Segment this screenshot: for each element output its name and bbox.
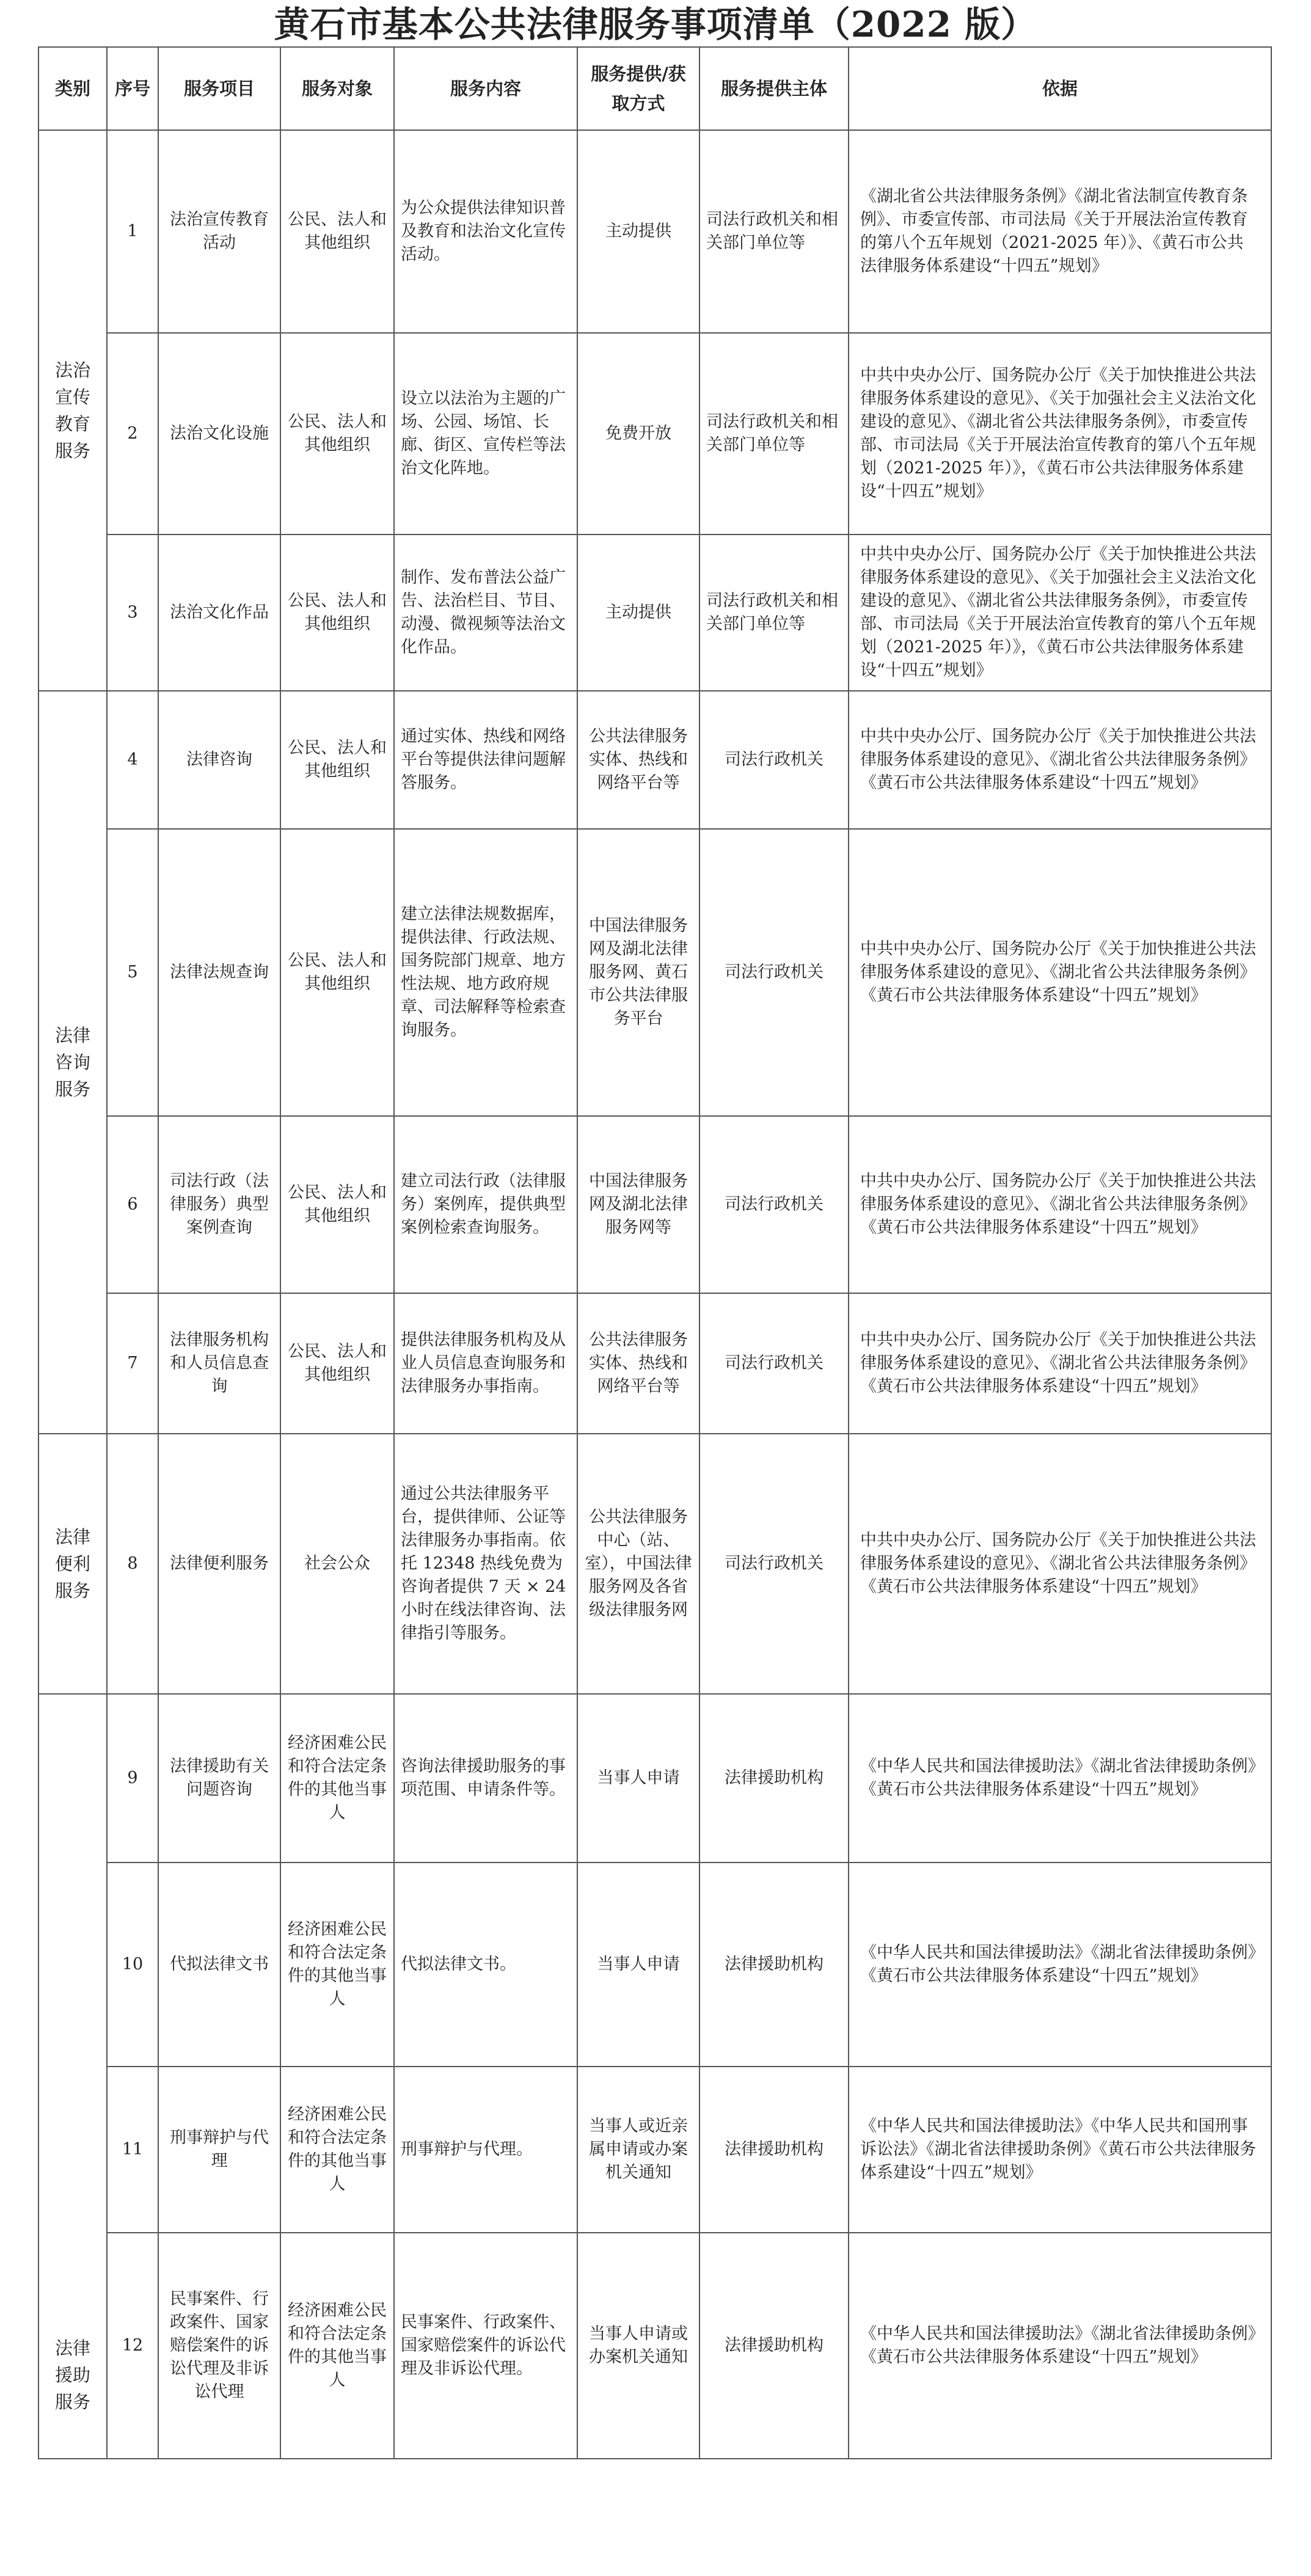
service-provider: 司法行政机关: [699, 1434, 849, 1694]
table-row: [38, 2067, 1271, 2233]
row-number: 12: [107, 2233, 158, 2459]
row-number: 4: [107, 691, 158, 829]
header-service-content: 服务内容: [394, 47, 577, 130]
service-provider: 法律援助机构: [699, 1694, 849, 1863]
service-content: 通过公共法律服务平台，提供律师、公证等法律服务办事指南。依托 12348 热线免费为咨询者提供 7 天 × 24 小时在线法律咨询、法律指引等服务。: [394, 1434, 577, 1694]
service-provider: 法律援助机构: [699, 1863, 849, 2067]
header-service-provider: 服务提供主体: [699, 47, 849, 130]
service-target: 经济困难公民和符合法定条件的其他当事人: [280, 1863, 394, 2067]
row-number: 3: [107, 535, 158, 691]
header-category: 类别: [38, 47, 107, 130]
service-target: 公民、法人和其他组织: [280, 1293, 394, 1434]
service-provider: 司法行政机关和相关部门单位等: [699, 535, 849, 691]
table-row: [38, 1116, 1271, 1293]
category-cell: 法治宣传教育服务: [38, 130, 107, 691]
service-provider: 司法行政机关: [699, 829, 849, 1116]
service-content: 建立法律法规数据库，提供法律、行政法规、国务院部门规章、地方性法规、地方政府规章、司法解释等检索查询服务。: [394, 829, 577, 1116]
service-item: 司法行政（法律服务）典型案例查询: [158, 1116, 280, 1293]
row-number: 10: [107, 1863, 158, 2067]
service-provider: 法律援助机构: [699, 2067, 849, 2233]
service-content: 为公众提供法律知识普及教育和法治文化宣传活动。: [394, 130, 577, 333]
service-target: 经济困难公民和符合法定条件的其他当事人: [280, 2233, 394, 2459]
service-item: 代拟法律文书: [158, 1863, 280, 2067]
service-basis: 《中华人民共和国法律援助法》《中华人民共和国刑事诉讼法》《湖北省法律援助条例》《黄石市公共法律服务体系建设“十四五”规划》: [849, 2067, 1271, 2233]
service-basis: 《中华人民共和国法律援助法》《湖北省法律援助条例》《黄石市公共法律服务体系建设“十四五”规划》: [849, 1863, 1271, 2067]
table-row: [38, 691, 1271, 829]
table-row: [38, 1694, 1271, 1863]
service-method: 公共法律服务实体、热线和网络平台等: [577, 1293, 699, 1434]
category-cell: 法律便利服务: [38, 1434, 107, 1694]
service-basis: 《湖北省公共法律服务条例》《湖北省法制宣传教育条例》、市委宣传部、市司法局《关于开展法治宣传教育的第八个五年规划（2021-2025 年）》、《黄石市公共法律服务体系建设“十四五”规划》: [849, 130, 1271, 333]
row-number: 5: [107, 829, 158, 1116]
service-item: 法律便利服务: [158, 1434, 280, 1694]
service-method: 免费开放: [577, 333, 699, 535]
header-service-target: 服务对象: [280, 47, 394, 130]
service-provider: 法律援助机构: [699, 2233, 849, 2459]
service-item: 法律法规查询: [158, 829, 280, 1116]
service-item: 法律援助有关问题咨询: [158, 1694, 280, 1863]
service-method: 当事人或近亲属申请或办案机关通知: [577, 2067, 699, 2233]
table-row: [38, 333, 1271, 535]
service-item: 法律服务机构和人员信息查询: [158, 1293, 280, 1434]
service-method: 公共法律服务中心（站、室），中国法律服务网及各省级法律服务网: [577, 1434, 699, 1694]
service-target: 公民、法人和其他组织: [280, 829, 394, 1116]
service-basis: 中共中央办公厅、国务院办公厅《关于加快推进公共法律服务体系建设的意见》、《湖北省公共法律服务条例》《黄石市公共法律服务体系建设“十四五”规划》: [849, 1116, 1271, 1293]
table-row: [38, 535, 1271, 691]
row-number: 11: [107, 2067, 158, 2233]
service-content: 建立司法行政（法律服务）案例库，提供典型案例检索查询服务。: [394, 1116, 577, 1293]
table-row: [38, 1293, 1271, 1434]
service-method: 当事人申请或办案机关通知: [577, 2233, 699, 2459]
service-target: 公民、法人和其他组织: [280, 333, 394, 535]
service-content: 制作、发布普法公益广告、法治栏目、节目、动漫、微视频等法治文化作品。: [394, 535, 577, 691]
table-header-row: [38, 47, 1271, 130]
service-target: 公民、法人和其他组织: [280, 535, 394, 691]
service-method: 主动提供: [577, 130, 699, 333]
table-row: [38, 1863, 1271, 2067]
service-content: 民事案件、行政案件、国家赔偿案件的诉讼代理及非诉讼代理。: [394, 2233, 577, 2459]
service-basis: 中共中央办公厅、国务院办公厅《关于加快推进公共法律服务体系建设的意见》、《关于加强社会主义法治文化建设的意见》、《湖北省公共法律服务条例》，市委宣传部、市司法局《关于开展法治宣传教育的第八个五年规划（2021-2025 年）》，《黄石市公共法律服务体系建设“十四五”规划》: [849, 333, 1271, 535]
header-service-method: 服务提供/获取方式: [577, 47, 699, 130]
service-basis: 中共中央办公厅、国务院办公厅《关于加快推进公共法律服务体系建设的意见》、《关于加强社会主义法治文化建设的意见》、《湖北省公共法律服务条例》，市委宣传部、市司法局《关于开展法治宣传教育的第八个五年规划（2021-2025 年）》，《黄石市公共法律服务体系建设“十四五”规划》: [849, 535, 1271, 691]
service-table: [38, 46, 1272, 2459]
service-basis: 《中华人民共和国法律援助法》《湖北省法律援助条例》《黄石市公共法律服务体系建设“十四五”规划》: [849, 2233, 1271, 2459]
service-target: 经济困难公民和符合法定条件的其他当事人: [280, 2067, 394, 2233]
service-item: 法治宣传教育活动: [158, 130, 280, 333]
category-cell: 法律援助服务: [38, 1694, 107, 2459]
header-number: 序号: [107, 47, 158, 130]
service-basis: 中共中央办公厅、国务院办公厅《关于加快推进公共法律服务体系建设的意见》、《湖北省公共法律服务条例》《黄石市公共法律服务体系建设“十四五”规划》: [849, 1434, 1271, 1694]
service-provider: 司法行政机关和相关部门单位等: [699, 333, 849, 535]
service-content: 代拟法律文书。: [394, 1863, 577, 2067]
service-method: 主动提供: [577, 535, 699, 691]
service-item: 法律咨询: [158, 691, 280, 829]
service-basis: 中共中央办公厅、国务院办公厅《关于加快推进公共法律服务体系建设的意见》、《湖北省公共法律服务条例》《黄石市公共法律服务体系建设“十四五”规划》: [849, 691, 1271, 829]
row-number: 1: [107, 130, 158, 333]
service-target: 经济困难公民和符合法定条件的其他当事人: [280, 1694, 394, 1863]
service-method: 中国法律服务网及湖北法律服务网等: [577, 1116, 699, 1293]
service-content: 咨询法律援助服务的事项范围、申请条件等。: [394, 1694, 577, 1863]
service-target: 公民、法人和其他组织: [280, 130, 394, 333]
service-target: 公民、法人和其他组织: [280, 1116, 394, 1293]
page-title: 黄石市基本公共法律服务事项清单（2022 版）: [274, 4, 1037, 45]
service-basis: 《中华人民共和国法律援助法》《湖北省法律援助条例》《黄石市公共法律服务体系建设“十四五”规划》: [849, 1694, 1271, 1863]
service-provider: 司法行政机关: [699, 691, 849, 829]
row-number: 9: [107, 1694, 158, 1863]
table-row: [38, 130, 1271, 333]
service-basis: 中共中央办公厅、国务院办公厅《关于加快推进公共法律服务体系建设的意见》、《湖北省公共法律服务条例》《黄石市公共法律服务体系建设“十四五”规划》: [849, 1293, 1271, 1434]
service-method: 公共法律服务实体、热线和网络平台等: [577, 691, 699, 829]
table-row: [38, 829, 1271, 1116]
service-provider: 司法行政机关: [699, 1293, 849, 1434]
row-number: 7: [107, 1293, 158, 1434]
row-number: 6: [107, 1116, 158, 1293]
service-target: 公民、法人和其他组织: [280, 691, 394, 829]
service-provider: 司法行政机关: [699, 1116, 849, 1293]
service-content: 设立以法治为主题的广场、公园、场馆、长廊、街区、宣传栏等法治文化阵地。: [394, 333, 577, 535]
service-content: 刑事辩护与代理。: [394, 2067, 577, 2233]
service-item: 民事案件、行政案件、国家赔偿案件的诉讼代理及非诉讼代理: [158, 2233, 280, 2459]
category-cell: 法律咨询服务: [38, 691, 107, 1434]
header-service-item: 服务项目: [158, 47, 280, 130]
service-content: 提供法律服务机构及从业人员信息查询服务和法律服务办事指南。: [394, 1293, 577, 1434]
service-method: 当事人申请: [577, 1694, 699, 1863]
header-basis: 依据: [849, 47, 1271, 130]
service-item: 刑事辩护与代理: [158, 2067, 280, 2233]
row-number: 8: [107, 1434, 158, 1694]
service-provider: 司法行政机关和相关部门单位等: [699, 130, 849, 333]
service-method: 中国法律服务网及湖北法律服务网、黄石市公共法律服务平台: [577, 829, 699, 1116]
service-target: 社会公众: [280, 1434, 394, 1694]
table-row: [38, 2233, 1271, 2459]
service-method: 当事人申请: [577, 1863, 699, 2067]
service-item: 法治文化设施: [158, 333, 280, 535]
service-content: 通过实体、热线和网络平台等提供法律问题解答服务。: [394, 691, 577, 829]
service-item: 法治文化作品: [158, 535, 280, 691]
service-basis: 中共中央办公厅、国务院办公厅《关于加快推进公共法律服务体系建设的意见》、《湖北省公共法律服务条例》《黄石市公共法律服务体系建设“十四五”规划》: [849, 829, 1271, 1116]
row-number: 2: [107, 333, 158, 535]
table-row: [38, 1434, 1271, 1694]
